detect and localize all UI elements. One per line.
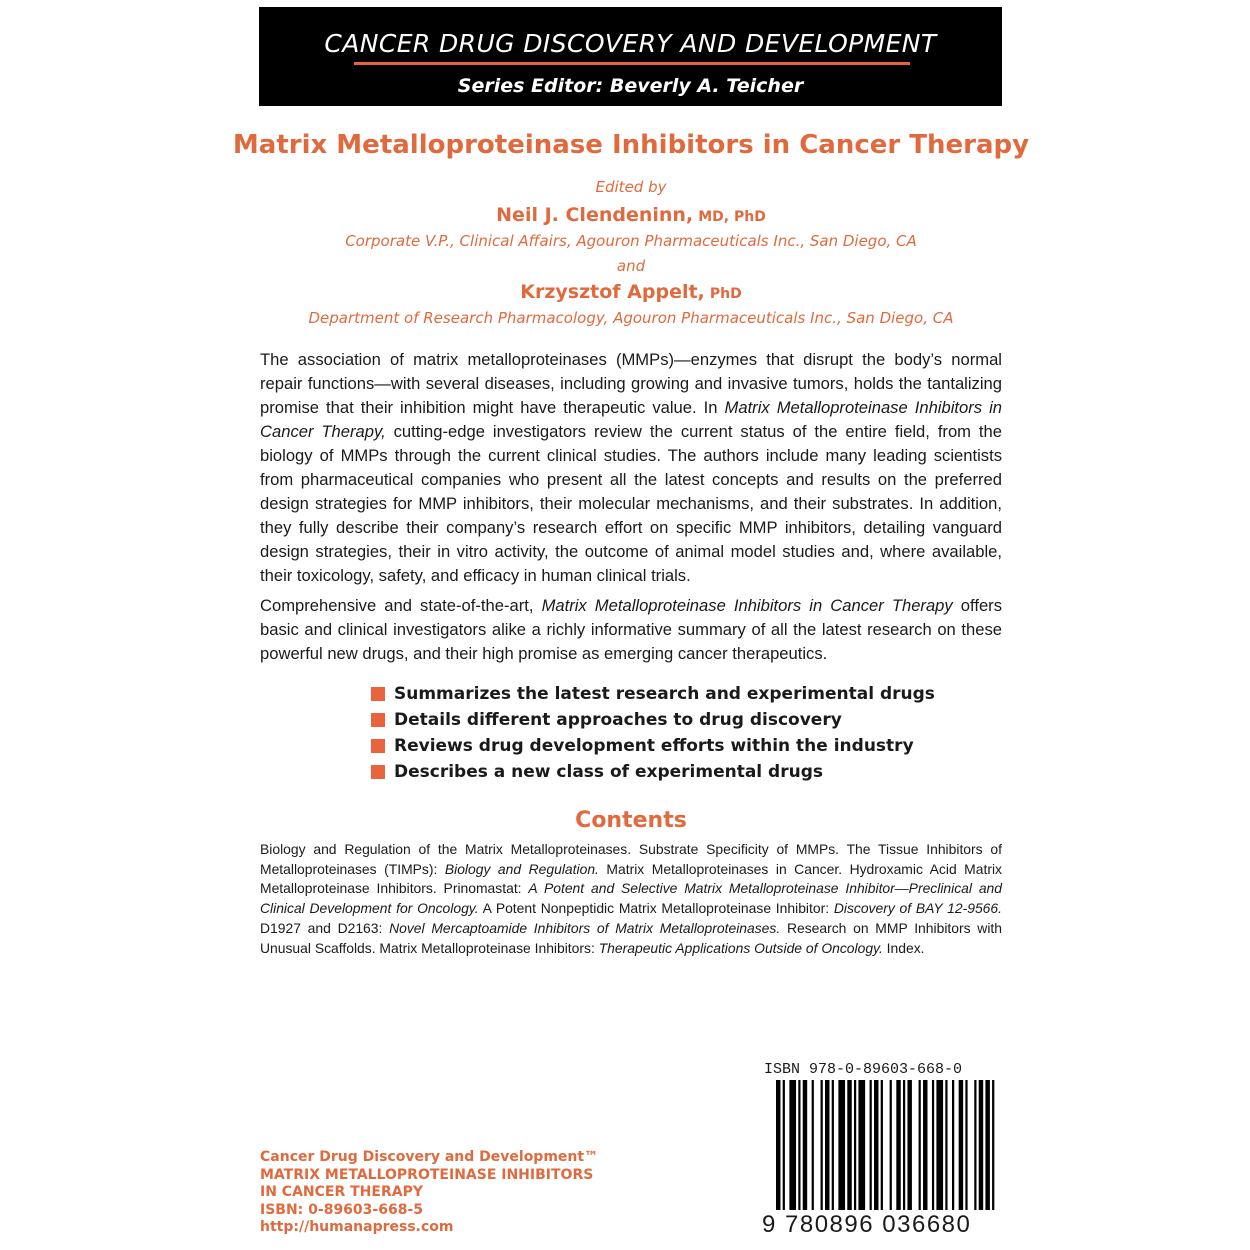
- editor-2-degrees: PhD: [709, 286, 742, 302]
- barcode-isbn-label: ISBN 978-0-89603-668-0: [764, 1061, 963, 1078]
- barcode-digits: 9 780896 036680: [762, 1211, 972, 1238]
- contents-segment-italic: Discovery of BAY 12-9566.: [833, 900, 1002, 917]
- editor-2: [0, 281, 1250, 303]
- bullet-square-icon: [371, 713, 385, 727]
- barcode-bar: [821, 1080, 823, 1210]
- barcode-bar: [985, 1080, 989, 1210]
- barcode-bar: [847, 1080, 851, 1210]
- contents-list: [260, 840, 1002, 958]
- feature-text: Summarizes the latest research and experimental drugs: [394, 684, 935, 704]
- barcode-bar: [776, 1080, 780, 1210]
- barcode-bar: [870, 1080, 872, 1210]
- editor-1-degrees: MD, PhD: [698, 209, 766, 225]
- p2-book-title: Matrix Metalloproteinase Inhibitors in Cancer Therapy: [541, 596, 953, 615]
- imprint-title-line-2: IN CANCER THERAPY: [260, 1184, 423, 1200]
- barcode-bar: [825, 1080, 829, 1210]
- barcode-bar: [854, 1080, 856, 1210]
- p1-text-b: cutting-edge investigators review the current status of the entire field, from the biology of MMPs through the current clinical studies. The authors include many leading scientists from pharmaceutical companies who present all the latest concepts and results on the preferred design strategies for MMP inhibitors, their molecular mechanisms, and their substrates. In addition, they fully describe their company’s research effort on specific MMP inhibitors, detailing vanguard design strategies, their in vitro activity, the outcome of animal model studies and, where available, their toxicology, safety, and efficacy in human clinical trials.: [260, 422, 1003, 585]
- barcode-bar: [890, 1080, 892, 1210]
- editor-1: [0, 204, 1250, 226]
- barcode-bar: [783, 1080, 785, 1210]
- imprint-url[interactable]: http://humanapress.com: [260, 1219, 454, 1235]
- feature-text: Details different approaches to drug discovery: [394, 710, 842, 730]
- barcode-bar: [965, 1080, 967, 1210]
- p1-text-a: The association of matrix metalloproteinases (MMPs)—enzymes that disrupt the body’s normal repair functions—with several diseases, including growing and invasive tumors, holds the tantalizing promise that their inhibition might have therapeutic value. In: [260, 350, 1002, 417]
- barcode-bar: [838, 1080, 845, 1210]
- imprint-isbn: ISBN: 0-89603-668-5: [260, 1201, 423, 1218]
- contents-segment-italic: A Potent and Selective Matrix Metalloproteinase Inhibitor—Preclinical and Clinical Development for Oncology.: [260, 880, 1002, 917]
- banner-divider: [354, 62, 910, 65]
- contents-segment: Index.: [882, 939, 925, 956]
- contents-segment: D1927 and D2163:: [260, 919, 390, 936]
- barcode-bar: [832, 1080, 834, 1210]
- edited-by-label: Edited by: [595, 178, 667, 196]
- barcode-bar: [992, 1080, 994, 1210]
- feature-text: Describes a new class of experimental drugs: [394, 762, 823, 782]
- series-banner: [259, 7, 1002, 106]
- contents-heading: Contents: [575, 808, 687, 833]
- contents-segment-italic: Novel Mercaptoamide Inhibitors of Matrix Metalloproteinases.: [389, 919, 781, 936]
- barcode-bar: [874, 1080, 878, 1210]
- bullet-square-icon: [371, 687, 385, 701]
- feature-item: [371, 733, 935, 759]
- and-label: and: [616, 257, 646, 275]
- book-title: Matrix Metalloproteinase Inhibitors in Cancer Therapy: [232, 130, 1030, 160]
- barcode-bar: [858, 1080, 865, 1210]
- barcode-bar: [903, 1080, 905, 1210]
- barcode-bar: [803, 1080, 807, 1210]
- bullet-square-icon: [371, 739, 385, 753]
- barcode-bar: [945, 1080, 947, 1210]
- editor-2-name: Krzysztof Appelt,: [520, 281, 705, 303]
- bullet-square-icon: [371, 765, 385, 779]
- feature-item: [371, 707, 935, 733]
- description-paragraph-1: [260, 348, 1002, 588]
- p1-book-title: Matrix Metalloproteinase Inhibitors in Cancer Therapy,: [260, 398, 1003, 441]
- contents-segment-italic: Biology and Regulation.: [444, 860, 599, 877]
- imprint-title-line-1: MATRIX METALLOPROTEINASE INHIBITORS: [260, 1166, 594, 1183]
- p2-text-b: offers basic and clinical investigators alike a richly informative summary of all the latest research on these powerful new drugs, and their high promise as emerging cancer therapeutics.: [260, 596, 1002, 663]
- editor-1-name: Neil J. Clendeninn,: [496, 204, 694, 226]
- barcode-bar: [907, 1080, 911, 1210]
- barcode-bar: [959, 1080, 963, 1210]
- feature-item: [371, 681, 935, 707]
- description-paragraph-2: [260, 594, 1002, 666]
- barcode-bar: [896, 1080, 900, 1210]
- barcode-bar: [974, 1080, 976, 1210]
- barcode-bar: [936, 1080, 943, 1210]
- contents-segment: A Potent Nonpeptidic Matrix Metalloproteinase Inhibitor:: [478, 900, 834, 917]
- barcode-bar: [952, 1080, 954, 1210]
- imprint-block: [260, 1149, 598, 1237]
- barcode-bar: [919, 1080, 921, 1210]
- barcode-bar: [812, 1080, 814, 1210]
- feature-item: [371, 759, 935, 785]
- contents-segment: Research on MMP Inhibitors with Unusual Scaffolds. Matrix Metalloproteinase Inhibitors:: [260, 919, 1002, 956]
- barcode-bar: [798, 1080, 800, 1210]
- contents-segment: Matrix Metalloproteinases in Cancer. Hydroxamic Acid Matrix Metalloproteinase Inhibitors. Prinomastat:: [260, 860, 1002, 897]
- contents-segment-italic: Therapeutic Applications Outside of Oncology.: [598, 939, 883, 956]
- feature-text: Reviews drug development efforts within the industry: [394, 736, 914, 756]
- editor-1-affiliation: Corporate V.P., Clinical Affairs, Agouron Pharmaceuticals Inc., San Diego, CA: [345, 232, 917, 250]
- p2-text-a: Comprehensive and state-of-the-art,: [260, 596, 542, 615]
- imprint-series: Cancer Drug Discovery and Development™: [260, 1149, 599, 1165]
- barcode-bar: [881, 1080, 883, 1210]
- barcode-bar: [789, 1080, 796, 1210]
- editor-2-affiliation: Department of Research Pharmacology, Agouron Pharmaceuticals Inc., San Diego, CA: [308, 309, 954, 327]
- barcode-bar: [923, 1080, 927, 1210]
- barcode-icon: [776, 1080, 1001, 1210]
- series-editor: Series Editor: Beverly A. Teicher: [457, 75, 804, 97]
- barcode-bar: [979, 1080, 983, 1210]
- feature-list: [371, 681, 935, 785]
- contents-segment: Biology and Regulation of the Matrix Metalloproteinases. Substrate Specificity of MMPs. The Tissue Inhibitors of Metalloproteinases (TIMPs):: [260, 841, 1002, 877]
- series-title: CANCER DRUG DISCOVERY AND DEVELOPMENT: [324, 29, 937, 58]
- barcode-bar: [932, 1080, 934, 1210]
